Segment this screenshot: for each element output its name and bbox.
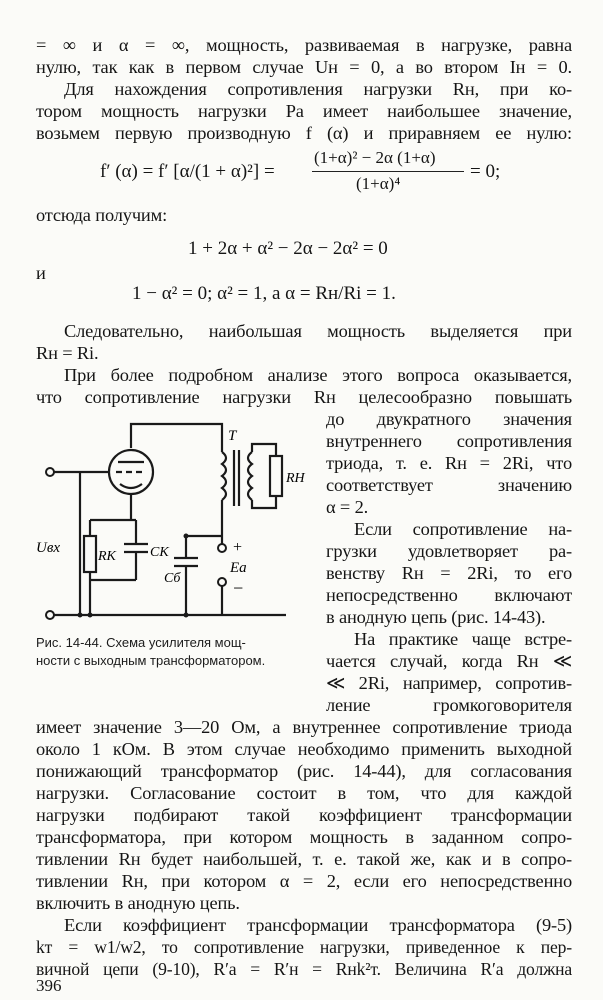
text-line: тивлении Rн будет наибольшей, т. е. такой же, как и в сопро-: [36, 849, 572, 869]
label-input-voltage: Uвх: [36, 540, 61, 556]
wire: [252, 496, 276, 508]
junction: [184, 613, 189, 618]
text-line: около 1 кОм. В этом случае необходимо применить выходной: [36, 739, 572, 759]
transformer-secondary: [248, 452, 252, 500]
text-line: чается случай, когда Rн ≪: [326, 651, 572, 671]
text-line: нагрузки. Согласование состоит в том, что для каждой: [36, 783, 572, 803]
text-line: имеет значение 3—20 Ом, а внутреннее сопротивление триода: [36, 717, 572, 737]
text-line: ≪ 2Ri, например, сопротив-: [326, 673, 572, 693]
text-line: венству Rн = 2Ri, то его: [326, 563, 572, 583]
transformer-primary: [222, 452, 226, 500]
text-line: и: [36, 263, 46, 283]
text-line: триода, т. е. Rн = 2Ri, что: [326, 453, 572, 473]
text-line: до двукратного значения: [326, 409, 572, 429]
supply-terminal-plus: [218, 544, 226, 552]
label-minus: −: [232, 578, 245, 598]
text-line: непосредственно включают: [326, 585, 572, 605]
text-line: Следовательно, наибольшая мощность выделяется при: [64, 321, 572, 341]
text-line: α = 2.: [326, 497, 369, 517]
junction: [184, 534, 189, 539]
text-line: внутреннего сопротивления: [326, 431, 572, 451]
load-resistor: [270, 456, 282, 496]
text-line: понижающий трансформатор (рис. 14-44), для согласования: [36, 761, 572, 781]
text-line: соответствует значению: [326, 475, 572, 495]
text-line: отсюда получим:: [36, 205, 168, 225]
fraction-bar: [312, 171, 464, 172]
text-line: в анодную цепь (рис. 14-43).: [326, 607, 546, 627]
text-line: вичной цепи (9-10), R′а = R′н = Rнk²т. Величина R′а должна: [36, 959, 572, 979]
equation-expand: 1 + 2α + α² − 2α − 2α² = 0: [188, 238, 388, 259]
text-line: kт = w1/w2, то сопротивление нагрузки, приведенное к пер-: [36, 937, 572, 957]
text-line: Rн = Ri.: [36, 343, 99, 363]
input-terminal: [46, 611, 54, 619]
page-number: 396: [36, 976, 62, 995]
text-line: нулю, так как в первом случае Uн = 0, а во втором Iн = 0.: [36, 57, 572, 77]
input-terminal: [46, 468, 54, 476]
text-line: возьмем первую производную f (α) и приравняем ее нулю:: [36, 123, 572, 143]
wire: [131, 424, 222, 452]
text-line: Если коэффициент трансформации трансформатора (9-5): [64, 915, 572, 935]
text-line: тивлении Rн, при котором α = 2, если его непосредственно: [36, 871, 572, 891]
junction: [78, 613, 83, 618]
text-line: нагрузки подбирают такой коэффициент трансформации: [36, 805, 572, 825]
text-line: ление громкоговорителя: [326, 695, 572, 715]
text-line: На практике чаще встре-: [354, 629, 572, 649]
label-transformer: T: [228, 428, 237, 444]
text-line: Если сопротивление на-: [354, 519, 572, 539]
wire: [252, 444, 276, 456]
text-line: При более подробном анализе этого вопроса оказывается,: [64, 365, 572, 385]
label-plus: +: [232, 539, 243, 556]
text-line: что сопротивление нагрузки Rн целесообразно повышать: [36, 387, 572, 407]
label-rk: RK: [98, 549, 116, 564]
equation-result: 1 − α² = 0; α² = 1, а α = Rн/Ri = 1.: [132, 283, 396, 304]
supply-terminal-minus: [218, 578, 226, 586]
circuit-diagram: [36, 410, 322, 630]
text-line: включить в анодную цепь.: [36, 893, 240, 913]
text-line: грузки удовлетворяет ра-: [326, 541, 572, 561]
label-load-resistor: RH: [286, 471, 305, 486]
text-line: = ∞ и α = ∞, мощность, развиваемая в нагрузке, равна: [36, 35, 572, 55]
label-cb: Cб: [164, 571, 181, 586]
text-line: трансформатора, при котором мощность в заданном сопро-: [36, 827, 572, 847]
text-line: Для нахождения сопротивления нагрузки Rн, при ко-: [64, 79, 572, 99]
label-ea: Ea: [230, 560, 247, 576]
text-line: тором мощность нагрузки Pа имеет наибольшее значение,: [36, 101, 572, 121]
resistor-rk: [84, 536, 96, 572]
tube-cathode: [120, 484, 142, 488]
label-ck: CK: [150, 545, 169, 560]
